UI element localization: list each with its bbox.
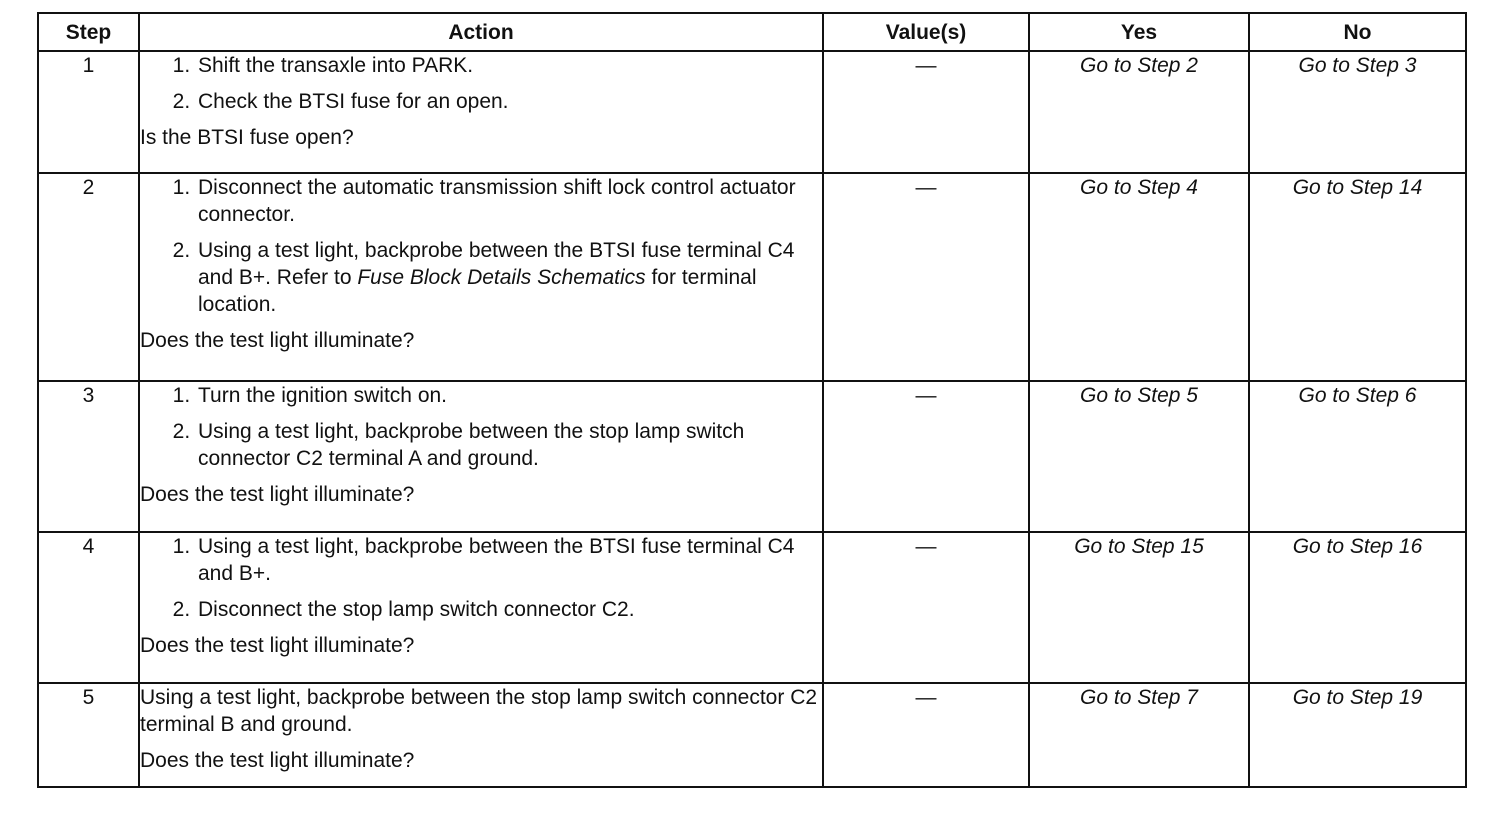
yes-cell: Go to Step 7 — [1029, 683, 1249, 787]
action-cell — [139, 381, 823, 532]
action-item: 1. Using a test light, backprobe between the BTSI fuse terminal C4 and B+. — [196, 533, 822, 587]
header-row — [38, 13, 1466, 51]
header-action: Action — [139, 13, 823, 51]
action-question: Does the test light illuminate? — [140, 483, 415, 506]
action-item: 1. Disconnect the automatic transmission shift lock control actuator connector. — [196, 174, 822, 228]
action-question: Does the test light illuminate? — [140, 329, 415, 352]
action-question: Is the BTSI fuse open? — [140, 126, 354, 149]
action-question: Does the test light illuminate? — [140, 749, 415, 772]
header-step: Step — [38, 13, 139, 51]
action-item: 1. Shift the transaxle into PARK. — [196, 52, 822, 79]
table-row — [38, 381, 1466, 532]
action-cell — [139, 173, 823, 381]
yes-cell: Go to Step 15 — [1029, 532, 1249, 683]
no-cell: Go to Step 3 — [1249, 51, 1466, 173]
action-cell — [139, 683, 823, 787]
no-cell: Go to Step 16 — [1249, 532, 1466, 683]
no-cell: Go to Step 19 — [1249, 683, 1466, 787]
yes-cell: Go to Step 5 — [1029, 381, 1249, 532]
table-row — [38, 173, 1466, 381]
action-text: Using a test light, backprobe between the stop lamp switch connector C2 terminal B and ground. — [140, 686, 818, 736]
step-number: 3 — [38, 381, 139, 532]
header-yes: Yes — [1029, 13, 1249, 51]
action-list — [140, 52, 822, 115]
action-item — [196, 237, 822, 318]
diagnostic-table — [37, 12, 1467, 788]
header-values: Value(s) — [823, 13, 1029, 51]
step-number: 2 — [38, 173, 139, 381]
action-list — [140, 174, 822, 318]
action-item-text: for terminal location. — [198, 266, 757, 316]
action-cell — [139, 532, 823, 683]
step-number: 1 — [38, 51, 139, 173]
action-item: 2. Check the BTSI fuse for an open. — [196, 88, 822, 115]
action-list — [140, 533, 822, 623]
value-cell: — — [823, 381, 1029, 532]
action-cell — [139, 51, 823, 173]
yes-cell: Go to Step 4 — [1029, 173, 1249, 381]
table-row — [38, 532, 1466, 683]
step-number: 5 — [38, 683, 139, 787]
action-list — [140, 382, 822, 472]
value-cell: — — [823, 51, 1029, 173]
table-row — [38, 51, 1466, 173]
step-number: 4 — [38, 532, 139, 683]
header-no: No — [1249, 13, 1466, 51]
action-item: 2. Using a test light, backprobe between the stop lamp switch connector C2 terminal A and ground. — [196, 418, 822, 472]
value-cell: — — [823, 173, 1029, 381]
value-cell: — — [823, 683, 1029, 787]
yes-cell: Go to Step 2 — [1029, 51, 1249, 173]
action-item: 2. Disconnect the stop lamp switch connector C2. — [196, 596, 822, 623]
no-cell: Go to Step 6 — [1249, 381, 1466, 532]
action-question: Does the test light illuminate? — [140, 634, 415, 657]
schematic-reference: Fuse Block Details Schematics — [357, 266, 646, 289]
table-row — [38, 683, 1466, 787]
action-item-text: Using a test light, backprobe between the BTSI fuse terminal C4 and B+. Refer to — [198, 239, 795, 289]
value-cell: — — [823, 532, 1029, 683]
action-item: 1. Turn the ignition switch on. — [196, 382, 822, 409]
no-cell: Go to Step 14 — [1249, 173, 1466, 381]
